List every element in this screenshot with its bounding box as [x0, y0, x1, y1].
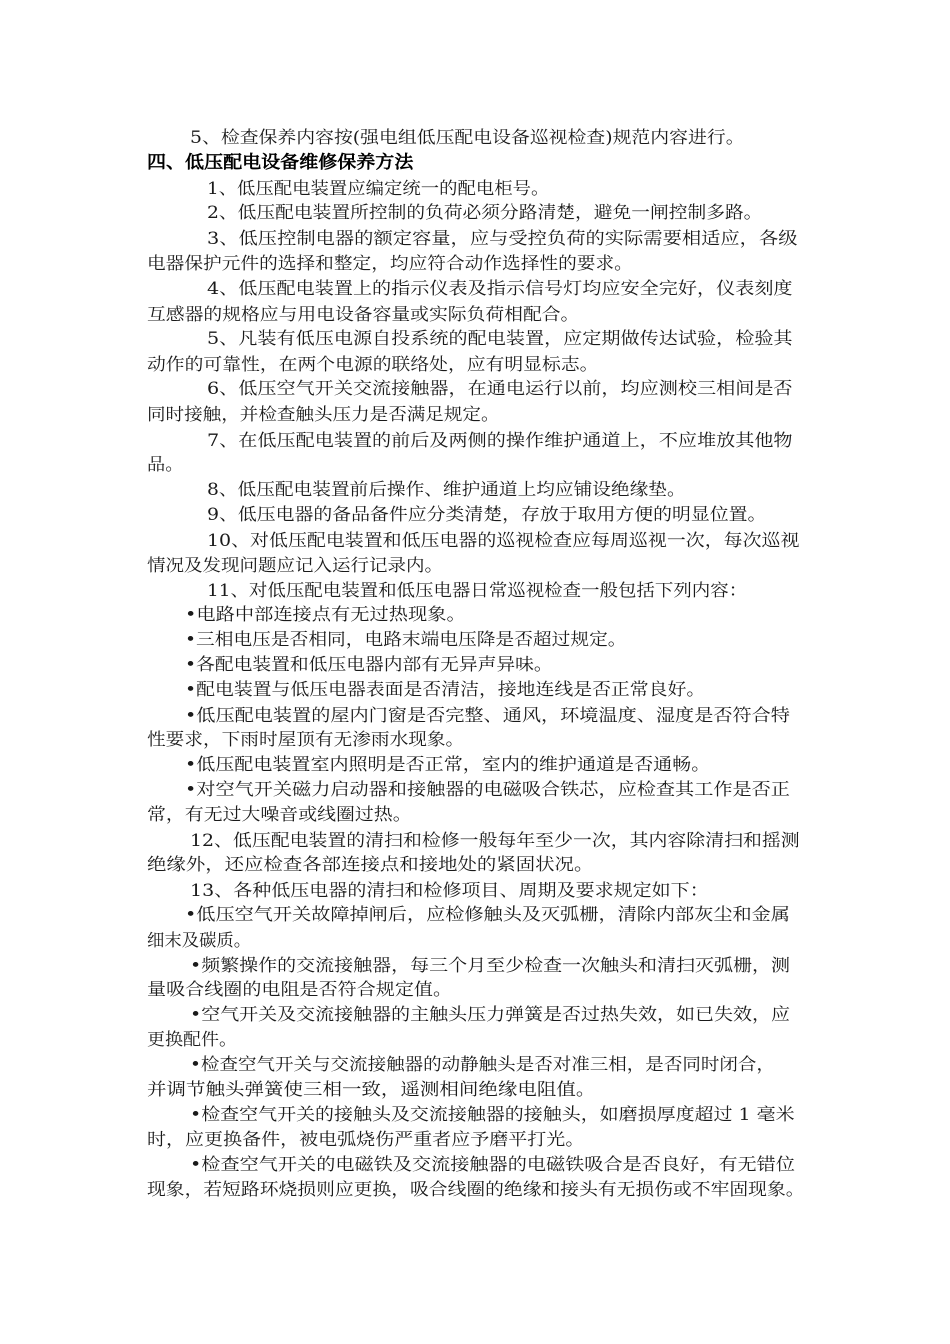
- list-item-continuation: 现象，若短路环烧损则应更换，吸合线圈的绝缘和接头有无损伤或不牢固现象。: [147, 1180, 805, 1200]
- text-line: 7、在低压配电装置的前后及两侧的操作维护通道上，不应堆放其他物: [207, 431, 793, 451]
- text-line: 12、低压配电装置的清扫和检修一般每年至少一次，其内容除清扫和摇测: [190, 831, 800, 851]
- text-line: 2、低压配电装置所控制的负荷必须分路清楚，避免一闸控制多路。: [207, 203, 763, 223]
- text-line: 情况及发现问题应记入运行记录内。: [147, 556, 444, 576]
- list-item-continuation: 常，有无过大噪音或线圈过热。: [147, 805, 412, 825]
- text-line: 13、各种低压电器的清扫和检修项目、周期及要求规定如下：: [190, 881, 709, 901]
- text-line: 9、低压电器的备品备件应分类清楚，存放于取用方便的明显位置。: [207, 505, 767, 525]
- list-item: •频繁操作的交流接触器，每三个月至少检查一次触头和清扫灭弧栅，测: [190, 956, 790, 976]
- list-item: •对空气开关磁力启动器和接触器的电磁吸合铁芯，应检查其工作是否正: [185, 780, 790, 800]
- text-line: 5、凡装有低压电源自投系统的配电装置，应定期做传达试验，检验其: [207, 329, 793, 349]
- list-item-continuation: 时，应更换备件，被电弧烧伤严重者应予磨平打光。: [147, 1130, 585, 1150]
- text-line: 5、检查保养内容按(强电组低压配电设备巡视检查)规范内容进行。: [190, 128, 745, 148]
- text-line: 6、低压空气开关交流接触器，在通电运行以前，均应测校三相间是否: [207, 379, 793, 399]
- list-item: •检查空气开关的接触头及交流接触器的接触头，如磨损厚度超过 1 毫米: [190, 1105, 795, 1125]
- text-line: 同时接触，并检查触头压力是否满足规定。: [147, 405, 500, 425]
- text-line: 品。: [147, 455, 184, 475]
- list-item-continuation: 性要求，下雨时屋顶有无渗雨水现象。: [147, 730, 465, 750]
- text-line: 电器保护元件的选择和整定，均应符合动作选择性的要求。: [147, 254, 633, 274]
- text-line: 10、对低压配电装置和低压电器的巡视检查应每周巡视一次，每次巡视: [207, 531, 800, 551]
- list-item-continuation: 更换配件。: [147, 1030, 237, 1050]
- list-item-continuation: 细末及碳质。: [147, 931, 252, 951]
- text-line: 4、低压配电装置上的指示仪表及指示信号灯均应安全完好，仪表刻度: [207, 279, 793, 299]
- text-line: 1、低压配电装置应编定统一的配电柜号。: [207, 179, 550, 199]
- text-line: 3、低压控制电器的额定容量，应与受控负荷的实际需要相适应，各级: [207, 229, 798, 249]
- list-item: •低压配电装置室内照明是否正常，室内的维护通道是否通畅。: [185, 755, 711, 775]
- list-item: •检查空气开关的电磁铁及交流接触器的电磁铁吸合是否良好，有无错位: [190, 1155, 795, 1175]
- list-item: •电路中部连接点有无过热现象。: [185, 605, 466, 625]
- list-item-continuation: 量吸合线圈的电阻是否符合规定值。: [147, 980, 453, 1000]
- section-heading: 四、低压配电设备维修保养方法: [147, 153, 414, 173]
- list-item: •空气开关及交流接触器的主触头压力弹簧是否过热失效，如已失效，应: [190, 1005, 790, 1025]
- list-item: •低压空气开关故障掉闸后，应检修触头及灭弧栅，清除内部灰尘和金属: [185, 905, 790, 925]
- text-line: 动作的可靠性，在两个电源的联络处，应有明显标志。: [147, 355, 599, 375]
- list-item: •各配电装置和低压电器内部有无异声异味。: [185, 655, 553, 675]
- list-item: •低压配电装置的屋内门窗是否完整、通风，环境温度、湿度是否符合特: [185, 706, 790, 726]
- text-line: 11、对低压配电装置和低压电器日常巡视检查一般包括下列内容：: [207, 581, 748, 601]
- list-item: •配电装置与低压电器表面是否清洁，接地连线是否正常良好。: [185, 680, 706, 700]
- list-item: •检查空气开关与交流接触器的动静触头是否对准三相，是否同时闭合，: [190, 1055, 775, 1075]
- list-item: •三相电压是否相同，电路末端电压降是否超过规定。: [185, 630, 627, 650]
- text-line: 互感器的规格应与用电设备容量或实际负荷相配合。: [147, 305, 580, 325]
- text-line: 绝缘外，还应检查各部连接点和接地处的紧固状况。: [147, 855, 594, 875]
- list-item-continuation: 并调节触头弹簧使三相一致，遥测相间绝缘电阻值。: [147, 1080, 596, 1100]
- text-line: 8、低压配电装置前后操作、维护通道上均应铺设绝缘垫。: [207, 480, 686, 500]
